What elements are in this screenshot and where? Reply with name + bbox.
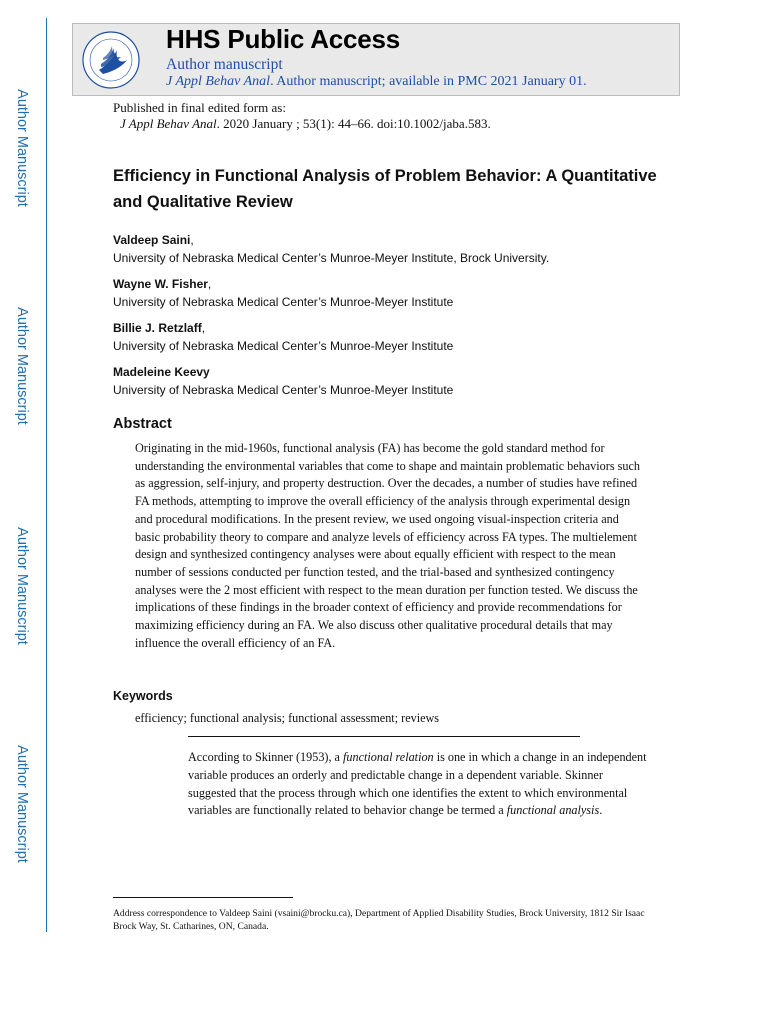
rail-label-3: Author Manuscript — [14, 527, 30, 645]
manuscript-subtitle: Author manuscript — [166, 56, 283, 73]
rail-label-1: Author Manuscript — [14, 89, 30, 207]
author-affiliation: University of Nebraska Medical Center’s Munroe-Meyer Institute, Brock University. — [113, 251, 550, 265]
author-name: Valdeep Saini, — [113, 233, 194, 247]
abstract-text: Originating in the mid-1960s, functional analysis (FA) has become the gold standard method for understanding the environmental variables that come to shape and maintain problematic behaviors such as aggression, self-injury, and property destruction. Over the decades, a number of studies have refined FA methods, attempting to improve the overall efficiency of the analysis through experimental design and procedural modifications. In the present review, we used ongoing visual-inspection criteria and basic probability theory to compare and analyze levels of efficiency across FA types. The multielement design and synthesized contingency analyses were about equally efficient with respect to the mean number of sessions conducted per function tested, and the trial-based and synthesized contingency analyses were the 2 most efficient with respect to the mean duration per function tested. We discuss the implications of these findings in the broader context of efficiency and provide recommendations for maximizing efficiency during an FA. We also discuss other qualitative procedural details that may influence the overall efficiency of an FA. — [135, 441, 640, 650]
author-affiliation: University of Nebraska Medical Center’s Munroe-Meyer Institute — [113, 295, 454, 309]
published-citation — [120, 116, 491, 132]
hhs-header — [72, 23, 680, 96]
author-affiliation: University of Nebraska Medical Center’s Munroe-Meyer Institute — [113, 383, 454, 397]
intro-quote: According to Skinner (1953), a functional relation is one in which a change in an independent variable produces an orderly and predictable change in a dependent variable. Skinner suggested that the process through which one identifies the extent to which environmental variables are functionally related to behavior change be termed a functional analysis. — [188, 750, 647, 818]
article-title: Efficiency in Functional Analysis of Problem Behavior: A Quantitative and Qualitative Review — [113, 167, 657, 211]
correspondence-footnote: Address correspondence to Valdeep Saini (vsaini@brocku.ca), Department of Applied Disability Studies, Brock University, 1812 Sir Isaac Brock Way, St. Catharines, ON, Canada. — [113, 908, 645, 932]
published-label: Published in final edited form as: — [113, 100, 286, 115]
term-functional-relation: functional relation — [343, 750, 434, 764]
author-name: Wayne W. Fisher, — [113, 277, 212, 291]
author-name: Madeleine Keevy — [113, 365, 210, 379]
abstract-heading: Abstract — [113, 416, 172, 432]
availability-text: . Author manuscript; available in PMC 2021 January 01. — [270, 74, 587, 89]
author-name: Billie J. Retzlaff, — [113, 321, 206, 335]
term-functional-analysis: functional analysis — [506, 803, 600, 818]
author-affiliation: University of Nebraska Medical Center’s Munroe-Meyer Institute — [113, 339, 454, 353]
rail-label-4: Author Manuscript — [14, 745, 30, 863]
published-journal: J Appl Behav Anal — [120, 116, 217, 131]
footnote-rule — [113, 897, 293, 898]
hhs-title: HHS Public Access — [166, 24, 401, 54]
hhs-eagle-seal-icon — [81, 30, 141, 90]
journal-availability — [166, 74, 587, 90]
keywords-heading: Keywords — [113, 689, 173, 703]
journal-name: J Appl Behav Anal — [166, 74, 271, 89]
citation-details: . 2020 January ; 53(1): 44–66. doi:10.1002/jaba.583. — [216, 116, 491, 131]
keywords-text: efficiency; functional analysis; functional assessment; reviews — [135, 711, 440, 725]
section-separator — [188, 736, 580, 737]
rail-label-2: Author Manuscript — [14, 307, 30, 425]
